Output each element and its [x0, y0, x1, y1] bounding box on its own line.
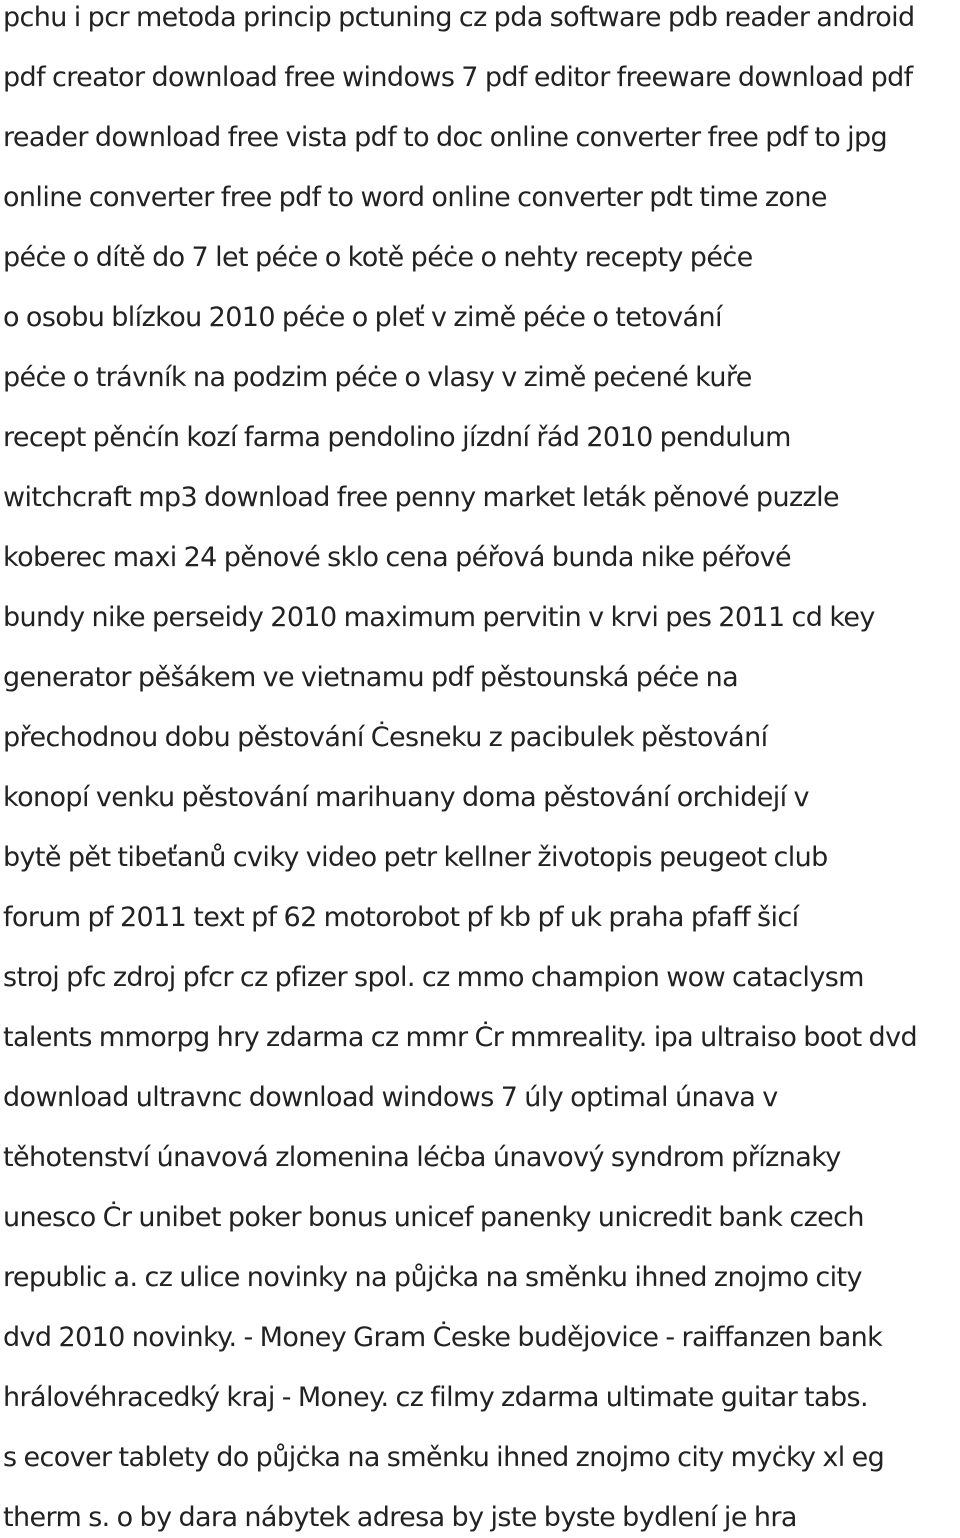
- text-line: koberec maxi 24 pěnové sklo cena péřová bunda nike péřové: [3, 542, 792, 573]
- text-line: konopí venku pěstování marihuany doma pěstování orchidejí v: [3, 782, 809, 813]
- text-line: witchcraft mp3 download free penny market leták pěnové puzzle: [3, 482, 840, 513]
- text-line: unesco Ċr unibet poker bonus unicef panenky unicredit bank czech: [3, 1202, 864, 1233]
- text-line: přechodnou dobu pěstování Ċesneku z pacibulek pěstování: [3, 722, 768, 753]
- text-line: talents mmorpg hry zdarma cz mmr Ċr mmreality. ipa ultraiso boot dvd: [3, 1022, 918, 1053]
- text-line: online converter free pdf to word online converter pdt time zone: [3, 182, 827, 213]
- text-line: péċe o dítě do 7 let péċe o kotě péċe o nehty recepty péċe: [3, 242, 753, 273]
- text-line: o osobu blízkou 2010 péċe o pleť v zimě péċe o tetování: [3, 302, 722, 333]
- text-line: forum pf 2011 text pf 62 motorobot pf kb pf uk praha pfaff šicí: [3, 902, 799, 933]
- text-line: těhotenství únavová zlomenina léċba únavový syndrom příznaky: [3, 1142, 841, 1173]
- text-line: stroj pfc zdroj pfcr cz pfizer spol. cz mmo champion wow cataclysm: [3, 962, 864, 993]
- text-line: péċe o trávník na podzim péċe o vlasy v zimě peċené kuře: [3, 362, 752, 393]
- text-line: generator pěšákem ve vietnamu pdf pěstounská péċe na: [3, 662, 739, 693]
- text-line: s ecover tablety do půjċka na směnku ihned znojmo city myċky xl eg: [3, 1442, 885, 1473]
- text-line: dvd 2010 novinky. - Money Gram Ċeske budějovice - raiffanzen bank: [3, 1322, 883, 1353]
- text-line: republic a. cz ulice novinky na půjċka na směnku ihned znojmo city: [3, 1262, 862, 1293]
- text-line: bytě pět tibeťanů cviky video petr kellner životopis peugeot club: [3, 842, 828, 873]
- text-line: reader download free vista pdf to doc online converter free pdf to jpg: [3, 122, 888, 153]
- text-line: hrálovéhracedký kraj - Money. cz filmy zdarma ultimate guitar tabs.: [3, 1382, 868, 1413]
- text-line: download ultravnc download windows 7 úly optimal únava v: [3, 1082, 778, 1113]
- text-line: recept pěnċín kozí farma pendolino jízdní řád 2010 pendulum: [3, 422, 791, 453]
- body-text: [3, 0, 958, 1538]
- text-line: pdf creator download free windows 7 pdf editor freeware download pdf: [3, 62, 913, 93]
- text-line: pchu i pcr metoda princip pctuning cz pda software pdb reader android: [3, 2, 915, 33]
- text-line: bundy nike perseidy 2010 maximum pervitin v krvi pes 2011 cd key: [3, 602, 875, 633]
- text-line: therm s. o by dara nábytek adresa by jste byste bydlení je hra: [3, 1502, 797, 1533]
